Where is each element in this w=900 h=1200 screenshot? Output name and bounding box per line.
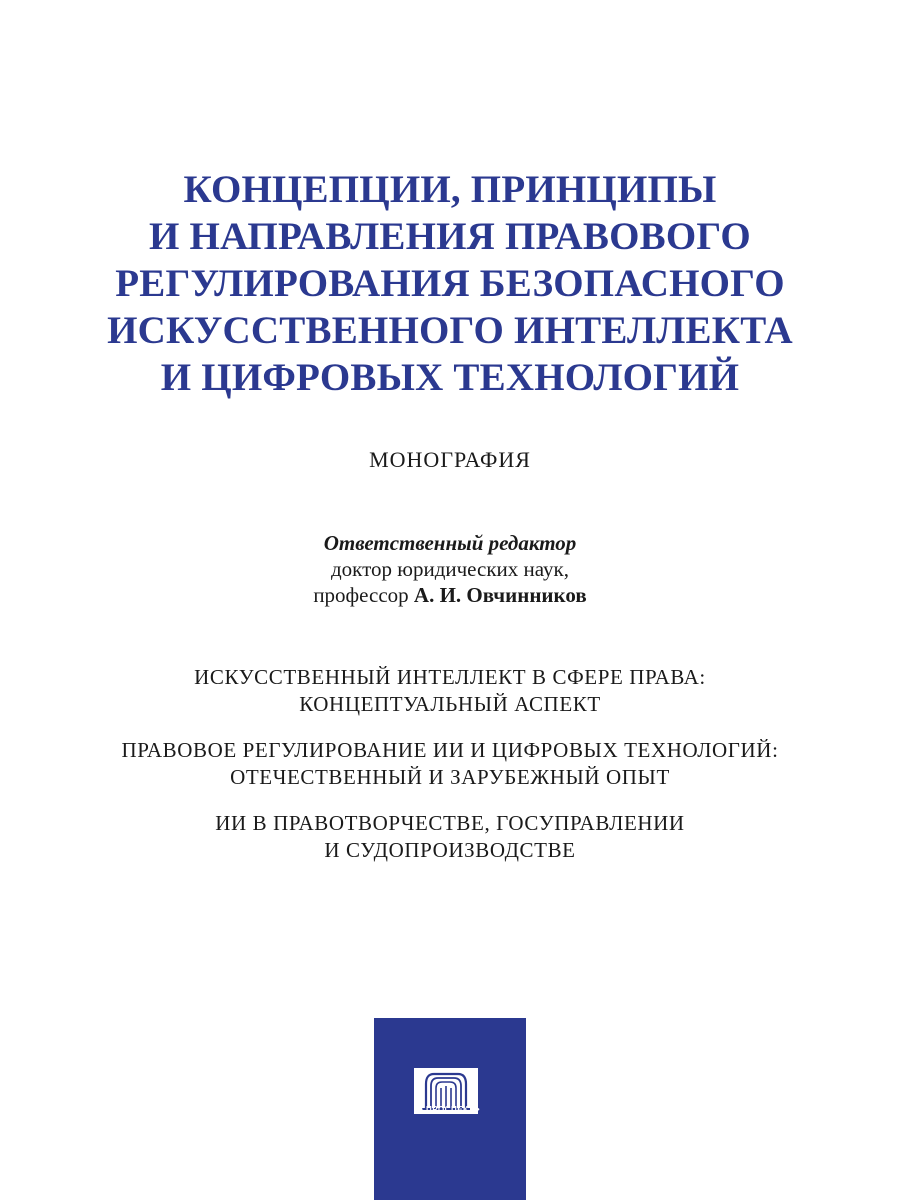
book-genre: МОНОГРАФИЯ — [369, 447, 531, 472]
publisher-name-text: ПРОСПЕКТ — [425, 1105, 475, 1114]
topic-line: ИИ В ПРАВОТВОРЧЕСТВЕ, ГОСУПРАВЛЕНИИ — [215, 811, 685, 835]
topics-list — [0, 664, 900, 883]
editor-degree: доктор юридических наук, — [331, 557, 569, 581]
book-title — [0, 166, 900, 401]
title-line: И ЦИФРОВЫХ ТЕХНОЛОГИЙ — [160, 356, 740, 399]
topic-item — [0, 664, 900, 718]
publisher-block — [374, 1018, 526, 1200]
publisher-name — [374, 1105, 526, 1114]
topic-item — [0, 810, 900, 864]
title-line: ИСКУССТВЕННОГО ИНТЕЛЛЕКТА — [107, 309, 793, 352]
topic-line: ИСКУССТВЕННЫЙ ИНТЕЛЛЕКТ В СФЕРЕ ПРАВА: — [194, 665, 706, 689]
topic-item — [0, 737, 900, 791]
topic-line: И СУДОПРОИЗВОДСТВЕ — [324, 838, 576, 862]
title-line: И НАПРАВЛЕНИЯ ПРАВОВОГО — [149, 215, 751, 258]
editor-name: А. И. Овчинников — [413, 583, 587, 607]
topic-line: КОНЦЕПТУАЛЬНЫЙ АСПЕКТ — [299, 692, 601, 716]
editor-role: Ответственный редактор — [323, 531, 577, 555]
title-line: РЕГУЛИРОВАНИЯ БЕЗОПАСНОГО — [115, 262, 785, 305]
publisher-dot-left: • — [419, 1105, 426, 1114]
topic-line: ОТЕЧЕСТВЕННЫЙ И ЗАРУБЕЖНЫЙ ОПЫТ — [230, 765, 670, 789]
title-line: КОНЦЕПЦИИ, ПРИНЦИПЫ — [183, 168, 717, 211]
topic-line: ПРАВОВОЕ РЕГУЛИРОВАНИЕ ИИ И ЦИФРОВЫХ ТЕХНОЛОГИЙ: — [121, 738, 779, 762]
publisher-dot-right: • — [474, 1105, 481, 1114]
editor-position: профессор — [313, 583, 414, 607]
editor-credential-line — [0, 582, 900, 608]
editor-block — [0, 530, 900, 608]
